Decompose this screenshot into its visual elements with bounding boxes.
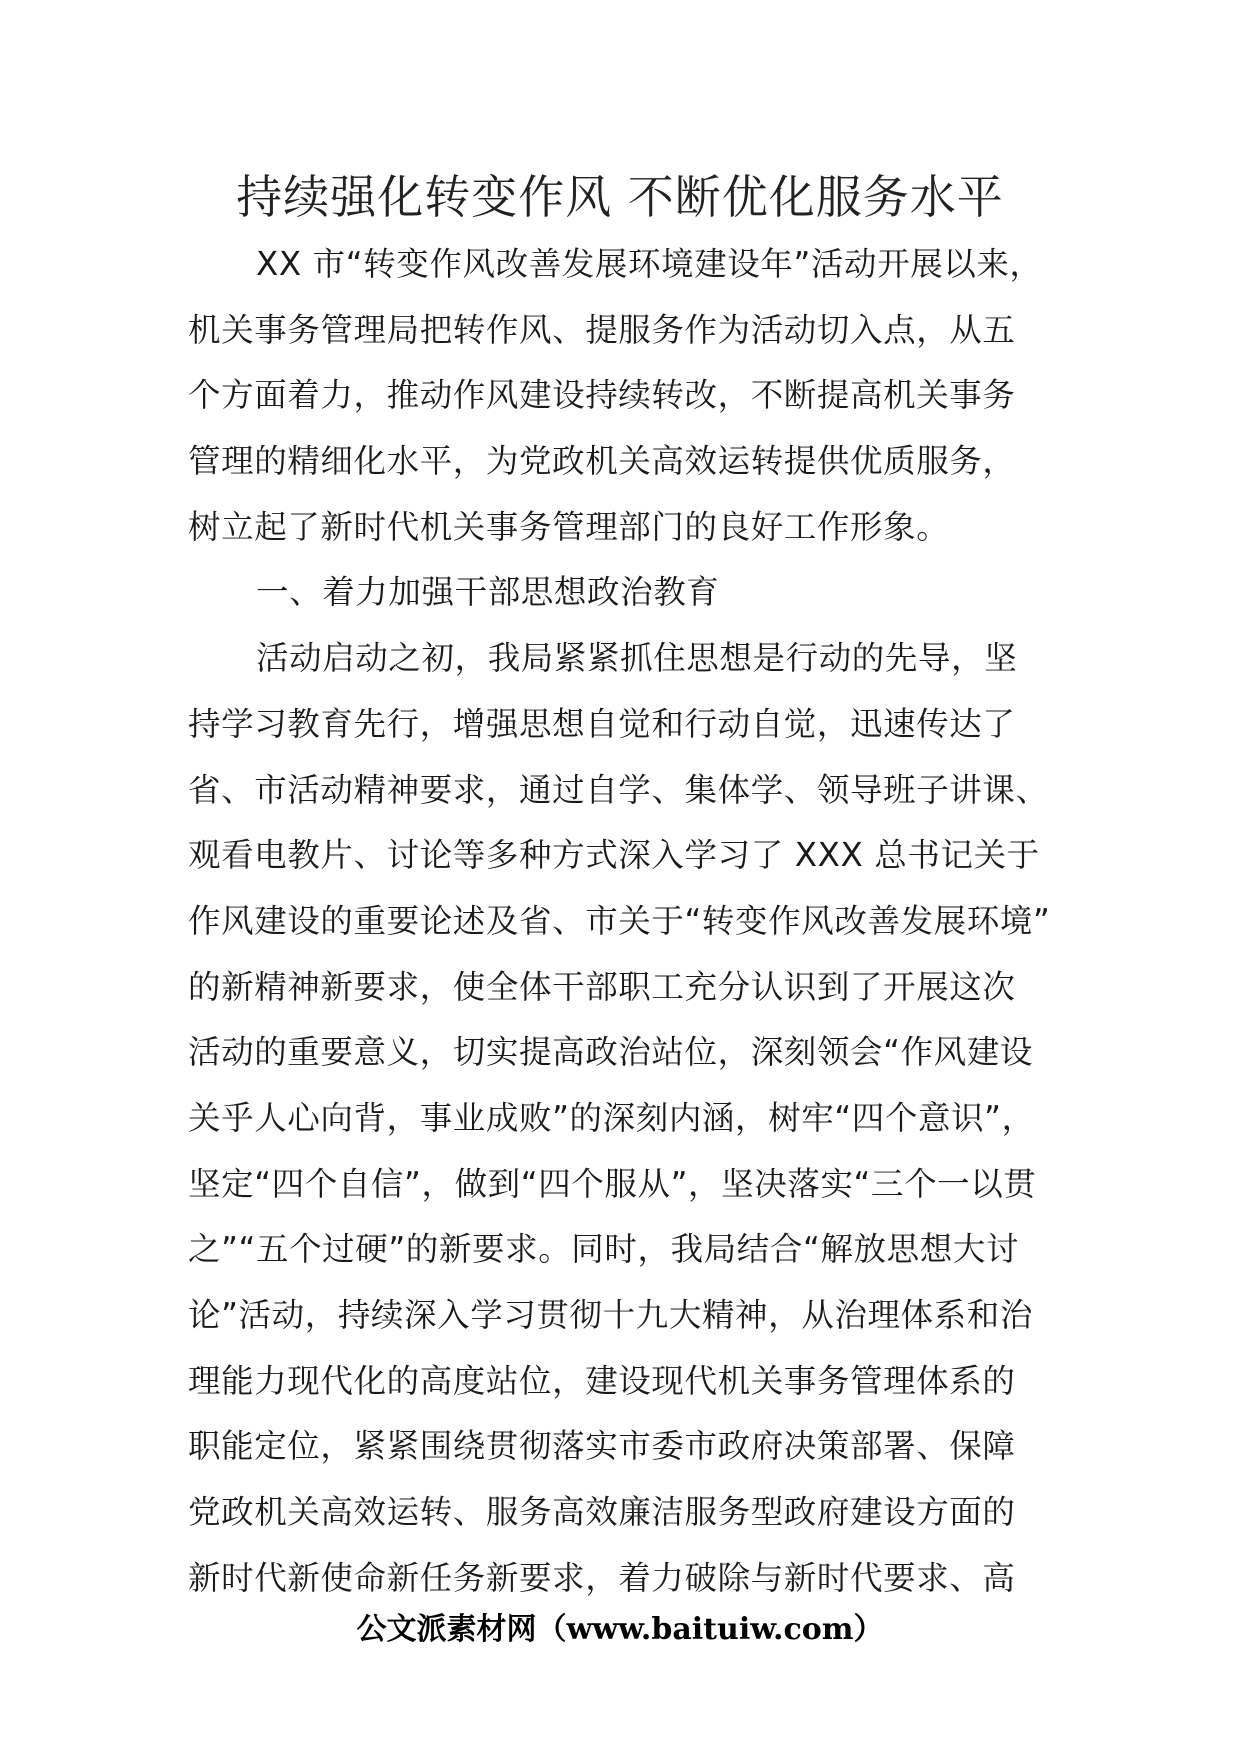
document-body <box>188 232 1068 1611</box>
body-line: 观看电教片、讨论等多种方式深入学习了 XXX 总书记关于 <box>188 836 1040 875</box>
body-line: 持学习教育先行，增强思想自觉和行动自觉，迅速传达了 <box>188 704 1016 743</box>
body-line: 活动的重要意义，切实提高政治站位，深刻领会“作风建设 <box>188 1033 1033 1072</box>
document-title: 持续强化转变作风 不断优化服务水平 <box>236 170 1004 224</box>
body-line: 论”活动，持续深入学习贯彻十九大精神，从治理体系和治 <box>188 1296 1033 1334</box>
body-line: 党政机关高效运转、服务高效廉洁服务型政府建设方面的 <box>188 1493 1016 1532</box>
body-line: 作风建设的重要论述及省、市关于“转变作风改善发展环境” <box>188 901 1051 940</box>
body-line: 省、市活动精神要求，通过自学、集体学、领导班子讲课、 <box>188 770 1049 809</box>
body-line: 坚定“四个自信”，做到“四个服从”，坚决落实“三个一以贯 <box>188 1164 1037 1203</box>
body-line: XX 市“转变作风改善发展环境建设年”活动开展以来， <box>256 245 1043 283</box>
section-heading: 一、着力加强干部思想政治教育 <box>256 573 720 612</box>
body-line: 理能力现代化的高度站位，建设现代机关事务管理体系的 <box>188 1361 1016 1400</box>
body-line: 职能定位，紧紧围绕贯彻落实市委市政府决策部署、保障 <box>188 1427 1016 1466</box>
body-line: 机关事务管理局把转作风、提服务作为活动切入点，从五 <box>188 310 1016 349</box>
body-line: 个方面着力，推动作风建设持续转改，不断提高机关事务 <box>188 376 1016 415</box>
footer-watermark: 公文派素材网（www.baituiw.com） <box>356 1612 884 1647</box>
body-line: 管理的精细化水平，为党政机关高效运转提供优质服务， <box>188 442 1016 481</box>
body-line: 树立起了新时代机关事务管理部门的良好工作形象。 <box>188 507 950 546</box>
body-line: 之”“五个过硬”的新要求。同时，我局结合“解放思想大讨 <box>188 1230 1020 1269</box>
body-line: 关乎人心向背，事业成败”的深刻内涵，树牢“四个意识”， <box>188 1098 1035 1137</box>
body-line: 的新精神新要求，使全体干部职工充分认识到了开展这次 <box>188 967 1016 1006</box>
body-line: 活动启动之初，我局紧紧抓住思想是行动的先导，坚 <box>256 639 1018 678</box>
body-line: 新时代新使命新任务新要求，着力破除与新时代要求、高 <box>188 1558 1016 1597</box>
